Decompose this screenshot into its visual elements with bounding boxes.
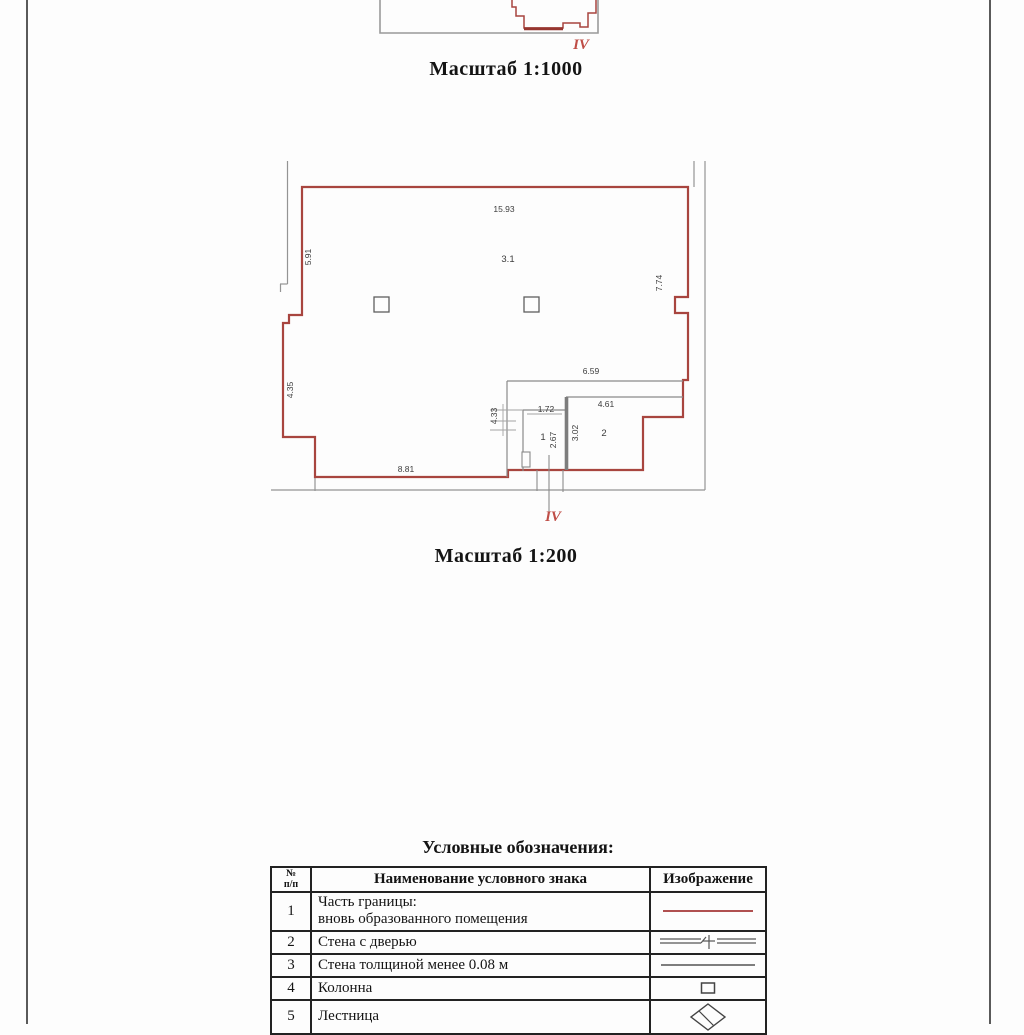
section-line-marks — [537, 455, 563, 512]
legend-row-name: Колонна — [311, 977, 650, 1000]
legend-row-num: 3 — [271, 954, 311, 977]
legend-row-num: 2 — [271, 931, 311, 954]
dim-right: 7.74 — [654, 274, 664, 292]
dim-left-lower: 4.35 — [285, 381, 295, 399]
site-plan-scale-caption: Масштаб 1:1000 — [429, 58, 583, 80]
legend-row-num: 5 — [271, 1000, 311, 1034]
stairs-icon — [688, 1002, 728, 1032]
legend-row-name: Стена толщиной менее 0.08 м — [311, 954, 650, 977]
legend-row-name: Часть границы: — [318, 894, 417, 910]
floor-plan-section-label: IV — [545, 509, 561, 525]
dim-room2-depth: 3.02 — [570, 424, 580, 442]
column-square-icon — [699, 981, 717, 995]
legend-row-boundary — [271, 892, 766, 931]
legend-header-row — [271, 867, 766, 892]
room-label-2: 2 — [601, 428, 607, 439]
dim-room1-depth: 2.67 — [548, 431, 558, 449]
floor-plan-context-walls — [271, 161, 705, 491]
inner-partitions — [507, 381, 683, 477]
site-plan-premises-outline — [512, 0, 596, 28]
dimension-labels — [285, 204, 664, 474]
red-boundary-line-icon — [660, 907, 756, 915]
site-plan-drawing — [380, 0, 598, 53]
dim-room1-left: 4.33 — [489, 407, 499, 425]
room-label-hall: 3.1 — [501, 254, 515, 265]
thin-wall-line-icon — [658, 961, 758, 969]
dim-room2-width: 4.61 — [597, 399, 615, 409]
door-opening — [522, 452, 530, 467]
legend-row-name2: вновь образованного помещения — [318, 911, 528, 928]
legend-table — [270, 866, 767, 1035]
wall-with-door-icon — [658, 934, 758, 950]
legend-col-num: № п/п — [283, 868, 299, 890]
room-label-1: 1 — [540, 432, 546, 443]
dim-top: 15.93 — [493, 204, 515, 214]
floor-plan-scale-caption: Масштаб 1:200 — [434, 545, 578, 567]
legend-row-wall-door — [271, 931, 766, 954]
room-labels — [501, 254, 606, 443]
floor-plan-drawing — [271, 161, 705, 525]
legend-col-name: Наименование условного знака — [311, 867, 650, 892]
legend-col-image: Изображение — [650, 867, 766, 892]
legend-row-column — [271, 977, 766, 1000]
dim-left-upper: 5.91 — [303, 248, 313, 266]
legend-row-name: Лестница — [311, 1000, 650, 1034]
site-plan-section-label: IV — [573, 37, 589, 53]
dim-bottom: 8.81 — [397, 464, 415, 474]
legend-title: Условные обозначения: — [422, 837, 614, 857]
site-plan-building-outline — [380, 0, 598, 33]
column-symbol-right — [524, 297, 539, 312]
dim-annex-top: 6.59 — [582, 366, 600, 376]
column-symbol-left — [374, 297, 389, 312]
legend-row-num: 1 — [271, 892, 311, 931]
legend-row-name: Стена с дверью — [311, 931, 650, 954]
legend-row-thin-wall — [271, 954, 766, 977]
legend-row-num: 4 — [271, 977, 311, 1000]
legend-row-stairs — [271, 1000, 766, 1034]
premises-boundary-red — [283, 187, 688, 477]
dim-room1-width: 1.72 — [537, 404, 555, 414]
